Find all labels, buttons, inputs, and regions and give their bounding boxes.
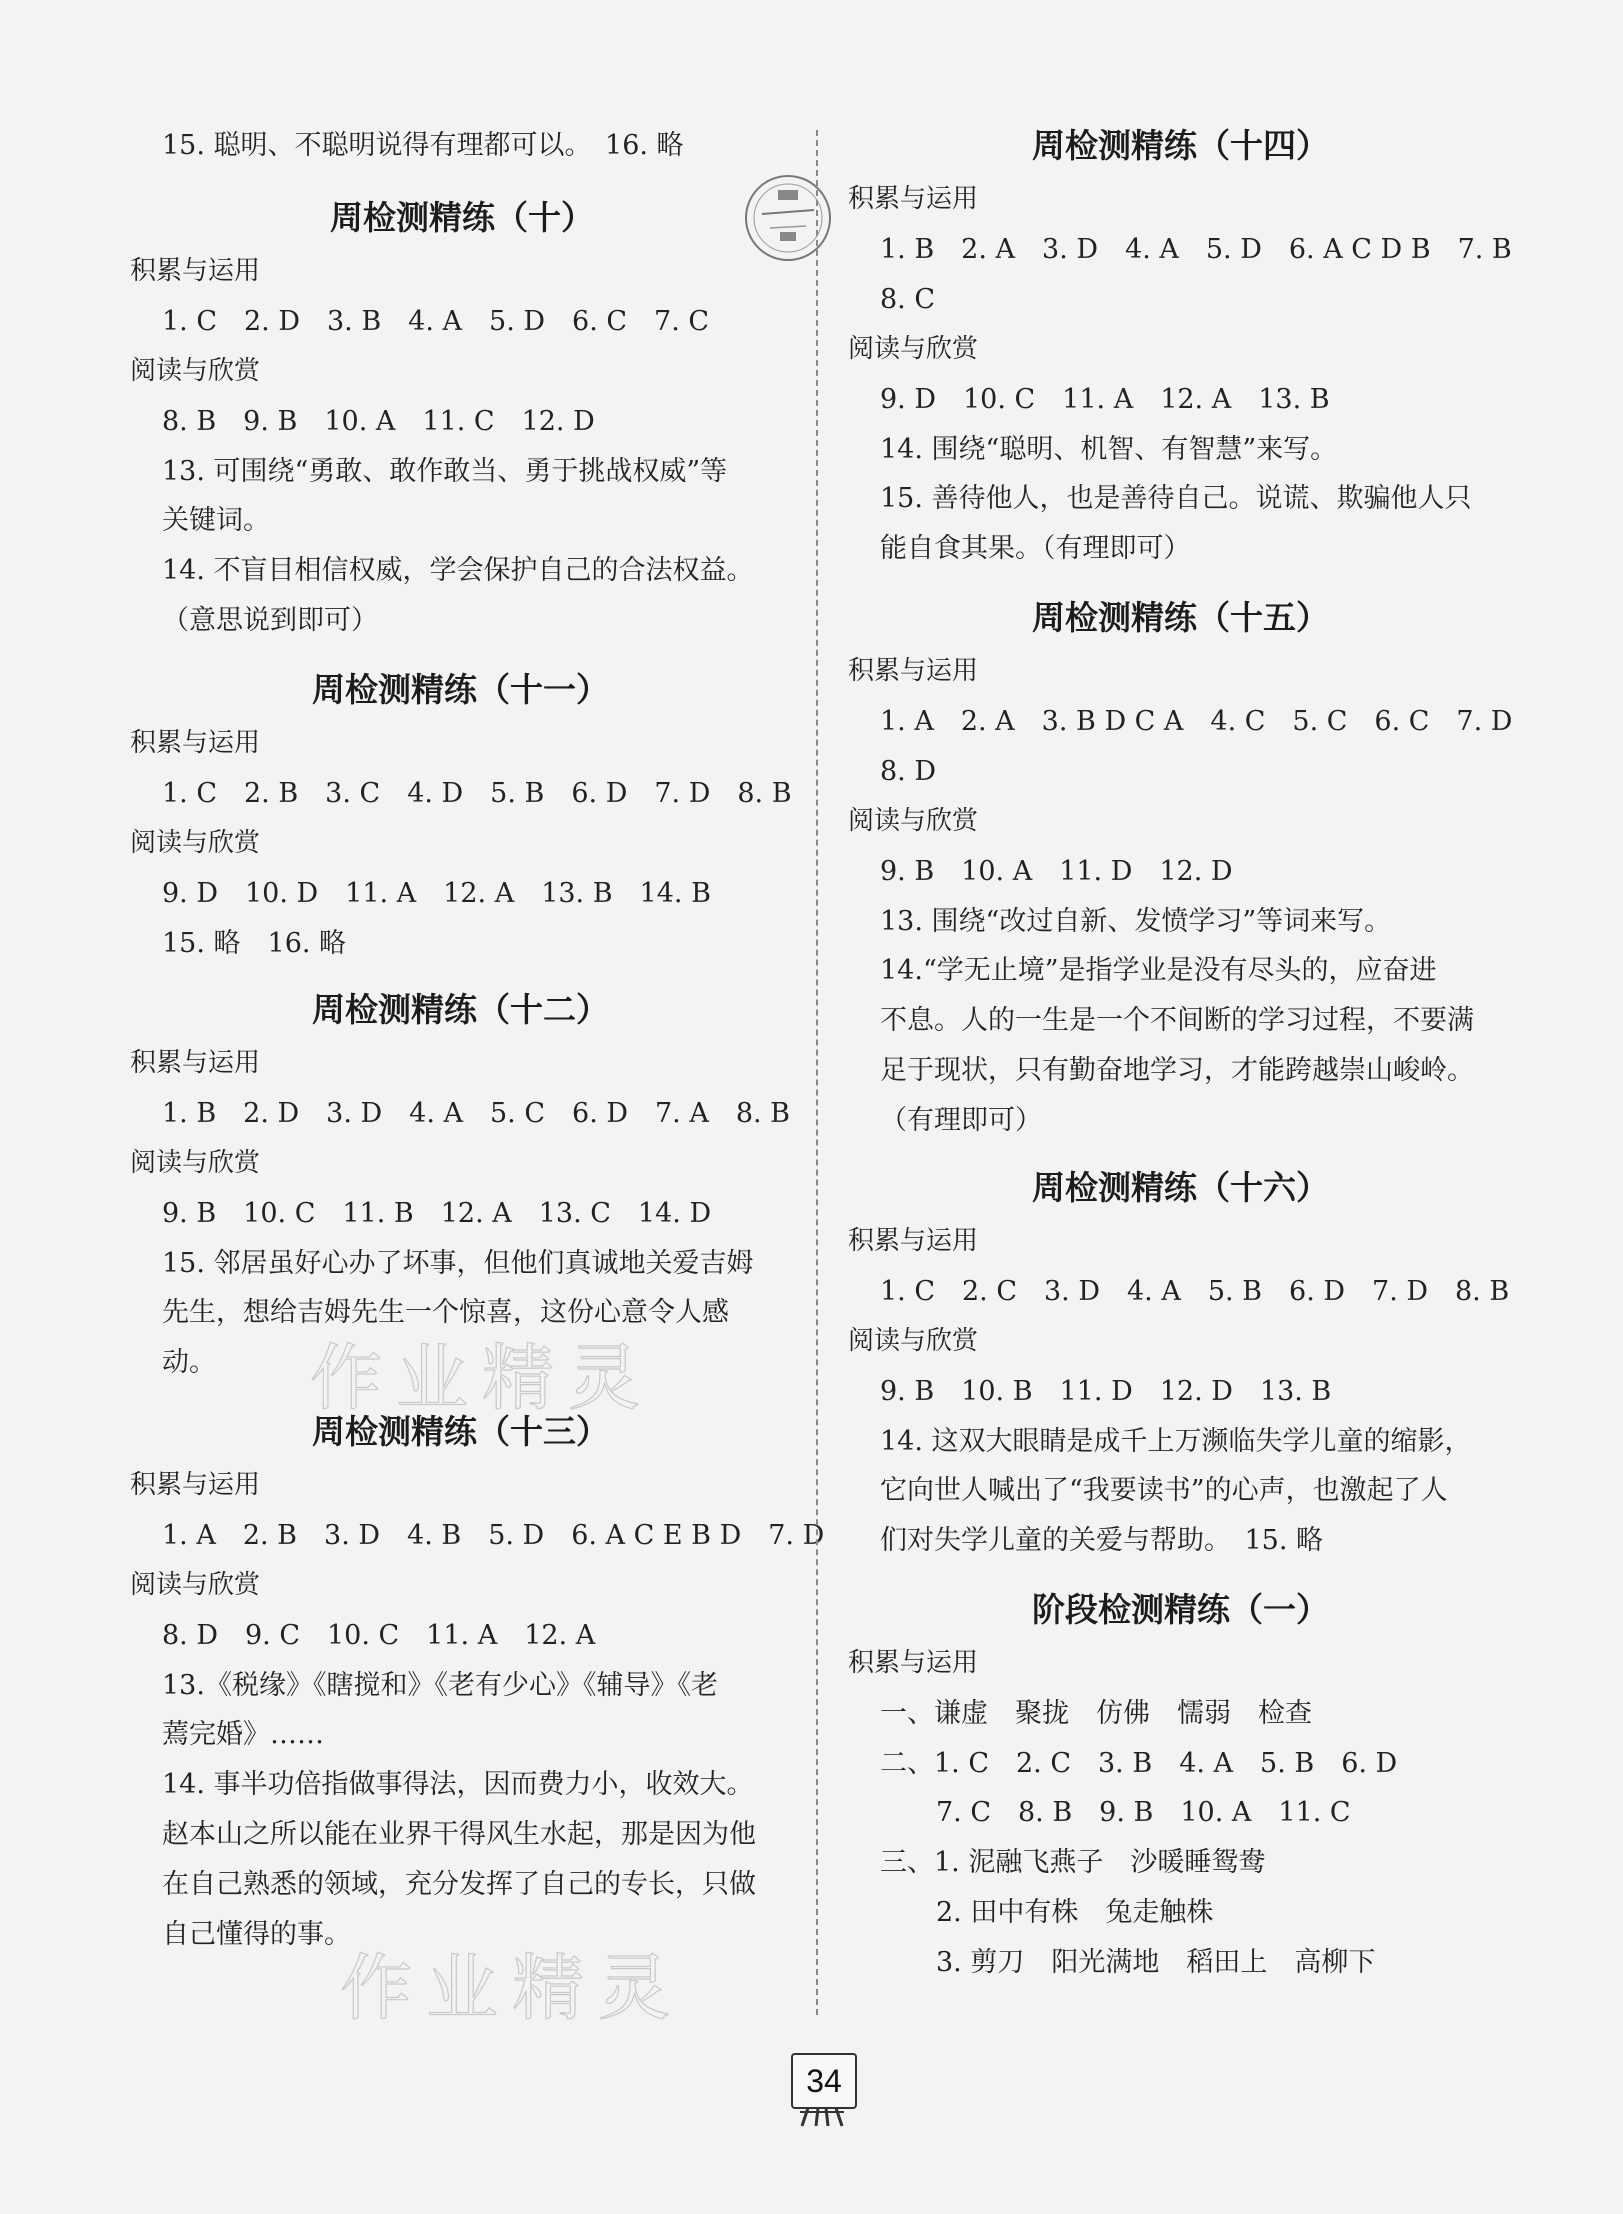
watermark: 作业精灵 <box>310 1336 655 1420</box>
answer-line: 13. 可围绕“勇敢、敢作敢当、勇于挑战权威”等 <box>162 456 728 487</box>
answer-line: 1. C 2. C 3. D 4. A 5. B 6. D 7. D 8. B <box>880 1276 1510 1307</box>
answer-line: 14. 不盲目相信权威，学会保护自己的合法权益。 <box>162 555 754 586</box>
answer-line: 1. A 2. B 3. D 4. B 5. D 6. A C E B D 7. D <box>162 1520 825 1551</box>
group-label: 积累与运用 <box>130 256 261 286</box>
answer-line: 1. C 2. D 3. B 4. A 5. D 6. C 7. C <box>162 306 710 337</box>
answer-line: 动。 <box>162 1347 216 1378</box>
page-number-decoration-icon <box>796 2106 848 2132</box>
group-label: 阅读与欣赏 <box>848 1326 979 1356</box>
answer-line: 15. 善待他人，也是善待自己。说谎、欺骗他人只 <box>880 483 1472 514</box>
group-label: 积累与运用 <box>848 1226 979 1256</box>
answer-line: 足于现状，只有勤奋地学习，才能跨越崇山峻岭。 <box>880 1055 1474 1086</box>
group-label: 阅读与欣赏 <box>130 828 261 858</box>
answer-line: （意思说到即可） <box>162 605 378 636</box>
section-title: 周检测精练（十三） <box>312 1412 609 1451</box>
section-title: 周检测精练（十六） <box>1032 1168 1329 1207</box>
group-label: 积累与运用 <box>130 1470 261 1500</box>
answer-line: 能自食其果。（有理即可） <box>880 533 1191 564</box>
answer-line: 2. 田中有株 兔走触株 <box>936 1897 1214 1928</box>
answer-line: 15. 略 16. 略 <box>162 928 347 959</box>
group-label: 积累与运用 <box>130 1048 261 1078</box>
group-label: 阅读与欣赏 <box>130 1148 261 1178</box>
answer-line: 9. B 10. A 11. D 12. D <box>880 856 1233 887</box>
answer-line: 它向世人喊出了“我要读书”的心声，也激起了人 <box>880 1475 1448 1506</box>
answer-line: 13.《税缘》《瞎搅和》《老有少心》《辅导》《老 <box>162 1670 718 1701</box>
answer-line: 14.“学无止境”是指学业是没有尽头的，应奋进 <box>880 955 1437 986</box>
group-label: 积累与运用 <box>848 656 979 686</box>
section-title: 周检测精练（十五） <box>1032 598 1329 637</box>
answer-line: 关键词。 <box>162 505 270 536</box>
answer-line: 们对失学儿童的关爱与帮助。 15. 略 <box>880 1525 1324 1556</box>
answer-line: 13. 围绕“改过自新、发愤学习”等词来写。 <box>880 906 1392 937</box>
answer-line: 8. B 9. B 10. A 11. C 12. D <box>162 406 595 437</box>
answer-line: 三、1. 泥融飞燕子 沙暖睡鸳鸯 <box>880 1847 1266 1878</box>
answer-line: 9. B 10. C 11. B 12. A 13. C 14. D <box>162 1198 712 1229</box>
answer-line: 8. D 9. C 10. C 11. A 12. A <box>162 1620 596 1651</box>
answer-line: 9. D 10. C 11. A 12. A 13. B <box>880 384 1330 415</box>
group-label: 阅读与欣赏 <box>848 334 979 364</box>
answer-line: 先生，想给吉姆先生一个惊喜，这份心意令人感 <box>162 1297 729 1328</box>
section-title: 周检测精练（十一） <box>312 670 609 709</box>
answer-line: 二、1. C 2. C 3. B 4. A 5. B 6. D <box>880 1748 1398 1779</box>
section-title: 周检测精练（十四） <box>1032 126 1329 165</box>
group-label: 阅读与欣赏 <box>130 356 261 386</box>
answer-line: 一、谦虚 聚拢 仿佛 懦弱 检查 <box>880 1698 1312 1729</box>
section-title: 周检测精练（十二） <box>312 990 609 1029</box>
watermark: 作业精灵 <box>340 1946 685 2030</box>
answer-line: 蔫完婚》…… <box>162 1719 324 1750</box>
answer-line: 7. C 8. B 9. B 10. A 11. C <box>936 1797 1351 1828</box>
column-divider <box>816 130 818 2015</box>
answer-line: 8. D <box>880 756 936 787</box>
group-label: 积累与运用 <box>848 184 979 214</box>
page-number: 34 <box>791 2053 857 2109</box>
answer-line: 不息。人的一生是一个不间断的学习过程，不要满 <box>880 1005 1474 1036</box>
section-title: 周检测精练（十） <box>330 198 594 237</box>
answer-line: 3. 剪刀 阳光满地 稻田上 高柳下 <box>936 1947 1376 1978</box>
answer-line: 1. B 2. A 3. D 4. A 5. D 6. A C D B 7. B <box>880 234 1512 265</box>
answer-line: 9. D 10. D 11. A 12. A 13. B 14. B <box>162 878 711 909</box>
group-label: 阅读与欣赏 <box>848 806 979 836</box>
group-label: 积累与运用 <box>130 728 261 758</box>
answer-line: 1. C 2. B 3. C 4. D 5. B 6. D 7. D 8. B <box>162 778 792 809</box>
answer-line: 8. C <box>880 284 936 315</box>
answer-line: 自己懂得的事。 <box>162 1919 351 1950</box>
answer-line: 在自己熟悉的领域，充分发挥了自己的专长，只做 <box>162 1869 756 1900</box>
answer-line: 9. B 10. B 11. D 12. D 13. B <box>880 1376 1332 1407</box>
answer-line: 15. 邻居虽好心办了坏事，但他们真诚地关爱吉姆 <box>162 1248 754 1279</box>
left-top-line: 15. 聪明、不聪明说得有理都可以。 16. 略 <box>162 130 684 161</box>
answer-line: 14. 这双大眼睛是成千上万濒临失学儿童的缩影， <box>880 1426 1472 1457</box>
answer-line: 1. B 2. D 3. D 4. A 5. C 6. D 7. A 8. B <box>162 1098 791 1129</box>
answer-line: 赵本山之所以能在业界干得风生水起，那是因为他 <box>162 1819 756 1850</box>
answer-line: 14. 围绕“聪明、机智、有智慧”来写。 <box>880 434 1338 465</box>
group-label: 阅读与欣赏 <box>130 1570 261 1600</box>
group-label: 积累与运用 <box>848 1648 979 1678</box>
answer-line: 1. A 2. A 3. B D C A 4. C 5. C 6. C 7. D <box>880 706 1513 737</box>
stamp-logo <box>740 170 836 270</box>
section-title: 阶段检测精练（一） <box>1032 1590 1329 1629</box>
answer-line: （有理即可） <box>880 1105 1042 1136</box>
answer-line: 14. 事半功倍指做事得法，因而费力小，收效大。 <box>162 1769 754 1800</box>
